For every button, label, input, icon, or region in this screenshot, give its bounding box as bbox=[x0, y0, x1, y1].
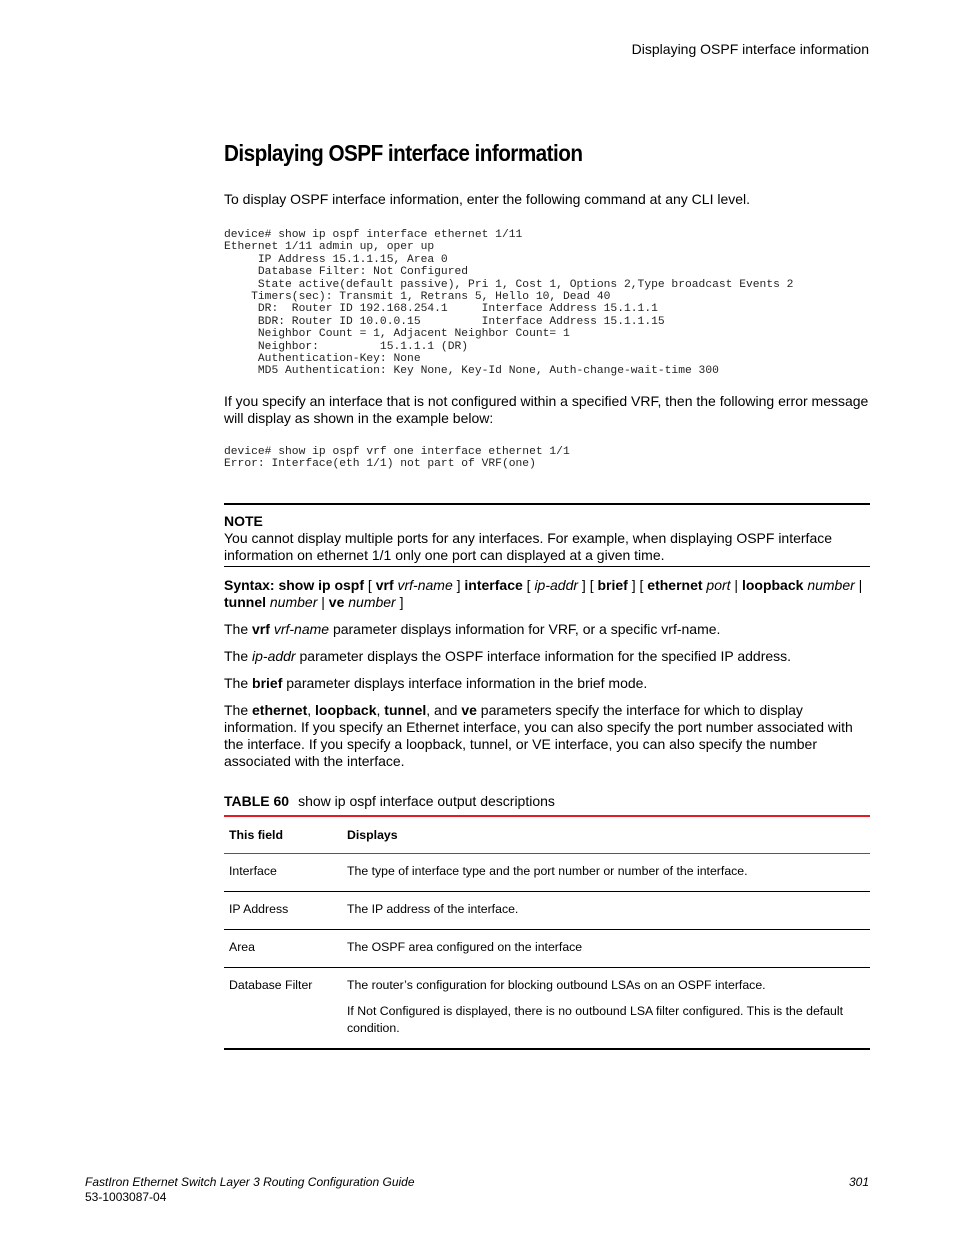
description-cell: The OSPF area configured on the interface bbox=[342, 929, 870, 967]
param-interface-description: The ethernet, loopback, tunnel, and ve parameters specify the interface for which to display information. If you specify an Ethernet interface, you can also specify the port number associated with the interface. If you specify a loopback, tunnel, or VE interface, you can also specify the number associated with the interface. bbox=[224, 701, 853, 769]
code-line: device# show ip ospf vrf one interface ethernet 1/1 bbox=[224, 445, 570, 458]
code-example-vrf-error bbox=[224, 446, 870, 471]
code-line: MD5 Authentication: Key None, Key-Id None, Auth-change-wait-time 300 bbox=[224, 365, 719, 378]
code-line: Authentication-Key: None bbox=[224, 353, 421, 366]
param-vrf-description: The vrf vrf-name parameter displays information for VRF, or a specific vrf-name. bbox=[224, 620, 721, 637]
footer-doc-number: 53-1003087-04 bbox=[85, 1190, 167, 1204]
footer-title: FastIron Ethernet Switch Layer 3 Routing Configuration Guide bbox=[85, 1175, 415, 1189]
output-descriptions-table bbox=[224, 815, 870, 1050]
code-line: Database Filter: Not Configured bbox=[224, 266, 469, 279]
page-content bbox=[224, 140, 870, 1050]
code-line: DR: Router ID 192.168.254.1 Interface Address 15.1.1.1 bbox=[224, 303, 658, 316]
table-row bbox=[224, 929, 870, 967]
description-text: If Not Configured is displayed, there is no outbound LSA filter configured. This is the default condition. bbox=[347, 1003, 844, 1035]
note-text: You cannot display multiple ports for any interfaces. For example, when displaying OSPF interface information on ethernet 1/1 only one port can displayed at a given time. bbox=[224, 529, 833, 563]
code-example-show-interface bbox=[224, 229, 870, 378]
code-line: device# show ip ospf interface ethernet 1/11 bbox=[224, 229, 523, 241]
description-text: The router’s configuration for blocking outbound LSAs on an OSPF interface. bbox=[347, 977, 766, 992]
code-line: IP Address 15.1.1.15, Area 0 bbox=[224, 253, 448, 266]
note-title: NOTE bbox=[224, 512, 263, 529]
field-cell: IP Address bbox=[224, 891, 342, 929]
error-paragraph: If you specify an interface that is not configured within a specified VRF, then the following error message will display as shown in the example below: bbox=[224, 392, 869, 426]
syntax-line: Syntax: show ip ospf [ vrf vrf-name ] interface [ ip-addr ] [ brief ] [ ethernet port | loopback number | tunnel number | ve number ] bbox=[224, 576, 863, 610]
page-number: 301 bbox=[848, 1175, 869, 1189]
code-line: Timers(sec): Transmit 1, Retrans 5, Hello 10, Dead 40 bbox=[224, 291, 611, 304]
description-cell: The IP address of the interface. bbox=[342, 891, 870, 929]
running-header: Displaying OSPF interface information bbox=[631, 41, 869, 57]
section-title: Displaying OSPF interface information bbox=[224, 140, 583, 166]
code-line: Error: Interface(eth 1/1) not part of VRF(one) bbox=[224, 458, 536, 471]
note-box bbox=[224, 503, 870, 567]
table-row bbox=[224, 891, 870, 929]
param-ip-description: The ip-addr parameter displays the OSPF interface information for the specified IP address. bbox=[224, 647, 792, 664]
param-brief-description: The brief parameter displays interface information in the brief mode. bbox=[224, 674, 648, 691]
intro-paragraph: To display OSPF interface information, enter the following command at any CLI level. bbox=[224, 191, 751, 207]
code-line: Neighbor: 15.1.1.1 (DR) bbox=[224, 340, 469, 353]
table-header-row bbox=[224, 816, 870, 854]
column-header: Displays bbox=[342, 816, 870, 854]
table-caption: TABLE 60 show ip ospf interface output descriptions bbox=[224, 792, 555, 809]
field-cell: Interface bbox=[224, 853, 342, 891]
field-cell: Database Filter bbox=[224, 967, 342, 1049]
description-cell bbox=[342, 967, 870, 1049]
field-cell: Area bbox=[224, 929, 342, 967]
code-line: Ethernet 1/11 admin up, oper up bbox=[224, 241, 435, 254]
footer bbox=[85, 1175, 415, 1205]
column-header: This field bbox=[224, 816, 342, 854]
code-line: Neighbor Count = 1, Adjacent Neighbor Count= 1 bbox=[224, 328, 570, 341]
description-cell: The type of interface type and the port number or number of the interface. bbox=[342, 853, 870, 891]
code-line: BDR: Router ID 10.0.0.15 Interface Address 15.1.1.15 bbox=[224, 315, 665, 328]
table-row bbox=[224, 967, 870, 1049]
code-line: State active(default passive), Pri 1, Cost 1, Options 2,Type broadcast Events 2 bbox=[224, 278, 794, 291]
table-row bbox=[224, 853, 870, 891]
